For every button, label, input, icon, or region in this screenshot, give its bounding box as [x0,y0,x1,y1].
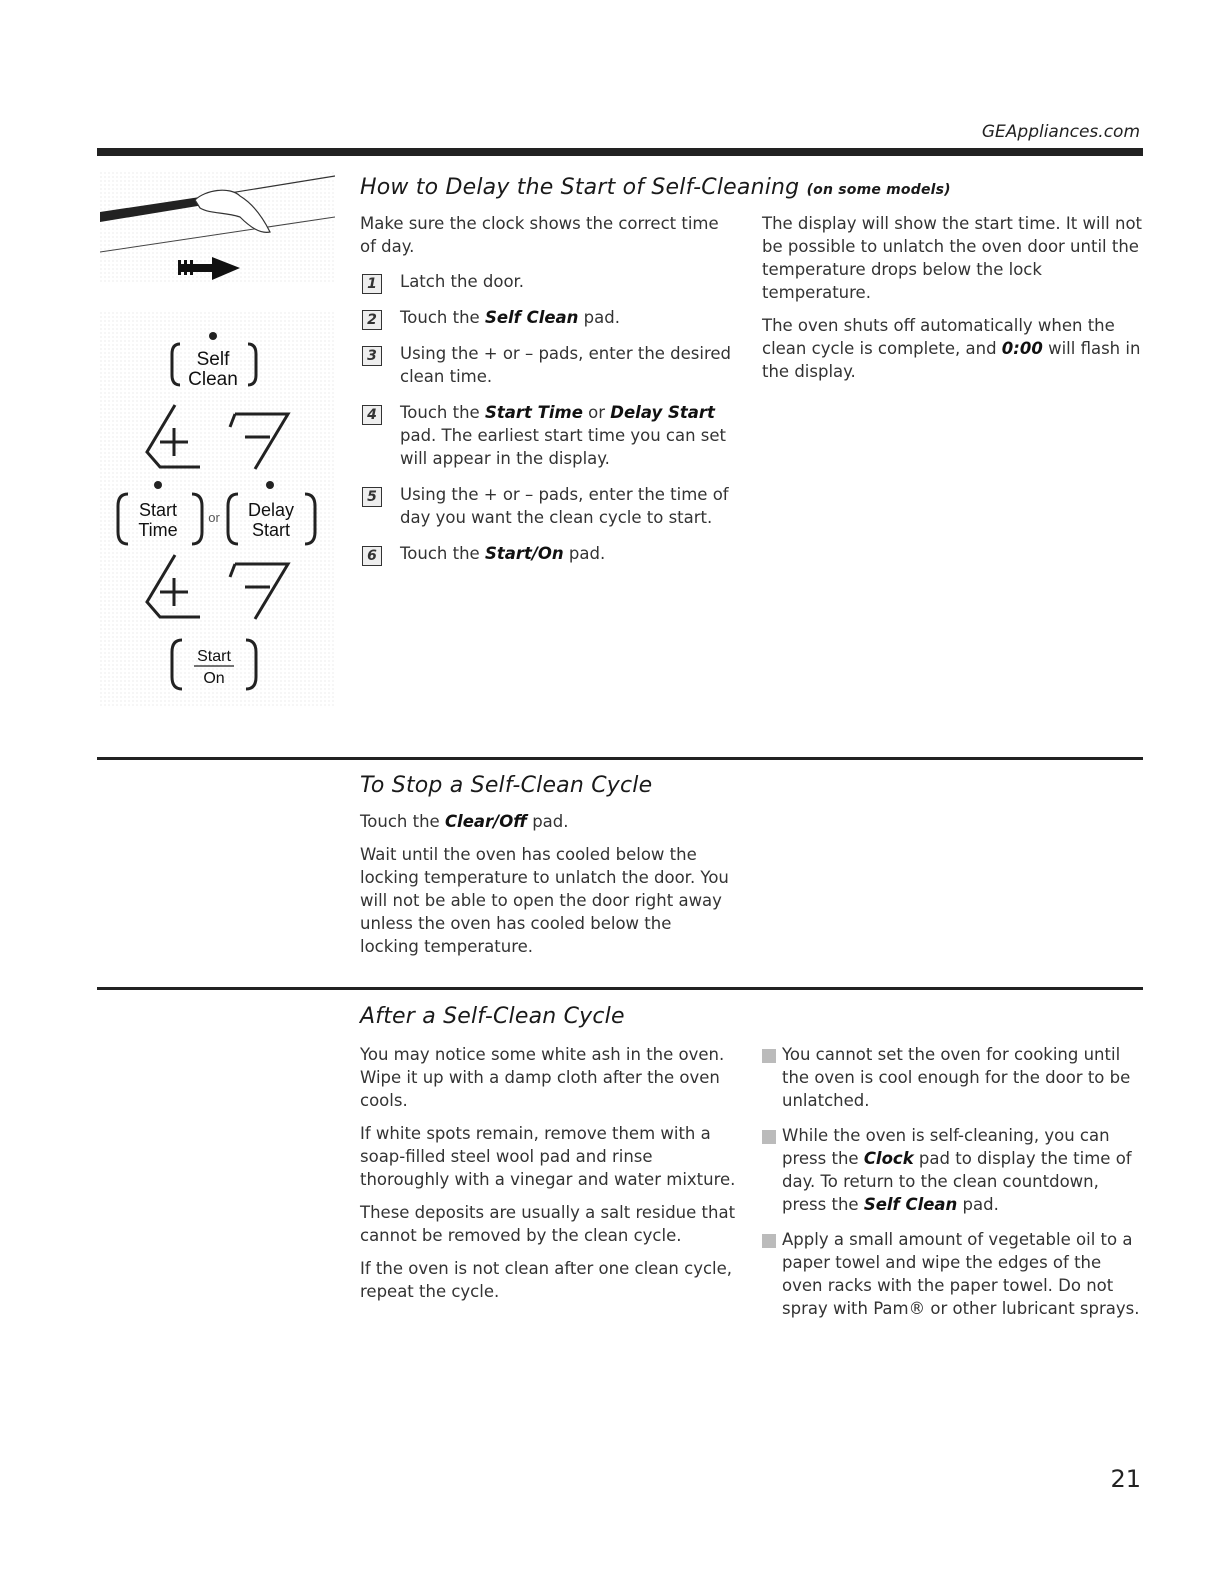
start-time-key: Start Time [484,403,583,422]
start-on-key: Start/On [484,544,564,563]
after-bullet-3: Apply a small amount of vegetable oil to a paper towel and wipe the edges of the oven racks with the paper towel. Do not spray with Pam® or other lubricant sprays. [760,1228,1144,1320]
control-panel-svg [100,172,335,707]
start-time-line1: Start [138,500,178,520]
step-2: 2 Touch the Self Clean pad. [360,306,735,329]
delay-intro: Make sure the clock shows the correct time of day. [360,214,719,256]
site-url: GEAppliances.com [981,122,1140,142]
step-6: 6 Touch the Start/On pad. [360,542,735,565]
after-section-title-row [360,1004,1120,1029]
self-clean-key-2: Self Clean [863,1195,958,1214]
after-p2: If white spots remain, remove them with a soap-filled steel wool pad and rinse thoroughly with a vinegar and water mixture. [360,1124,736,1189]
after-p3: These deposits are usually a salt residue that cannot be removed by the clean cycle. [360,1203,736,1245]
delay-section-title-row [360,175,1140,200]
bullet-square-icon [762,1130,776,1144]
delay-right-p1: The display will show the start time. It will not be possible to unlatch the oven door until the temperature drops below the lock temperature. [762,214,1143,302]
delay-start-line2: Start [251,520,291,540]
step-number-4: 4 [362,405,382,425]
after-bullet-2: While the oven is self-cleaning, you can press the Clock pad to display the time of day. To return to the clean countdown, press the Self Clean pad. [760,1124,1144,1216]
step-number-3: 3 [362,346,382,366]
or-label: or [208,510,220,525]
delay-title-note: (on some models) [806,182,951,198]
after-p4: If the oven is not clean after one clean cycle, repeat the cycle. [360,1259,733,1301]
step-number-5: 5 [362,487,382,507]
step-4: 4 Touch the Start Time or Delay Start pad. The earliest start time you can set will appear in the display. [360,401,735,470]
self-label-line2: Clean [188,369,238,390]
stop-section [360,773,730,968]
section-divider-2 [97,987,1143,990]
top-divider [97,148,1143,156]
step-number-6: 6 [362,546,382,566]
after-bullet-1: You cannot set the oven for cooking until the oven is cool enough for the door to be unlatched. [760,1043,1144,1112]
clock-key: Clock [863,1149,914,1168]
start-time-line2: Time [138,520,178,540]
delay-right-column [762,212,1144,393]
stop-p1: Touch the Clear/Off pad. [360,812,569,831]
zero-time-key: 0:00 [1001,339,1043,358]
control-panel-illustration [100,172,335,707]
stop-section-title: To Stop a Self-Clean Cycle [360,773,653,798]
start-on-line1: Start [197,648,231,665]
section-divider-1 [97,757,1143,760]
delay-start-key: Delay Start [610,403,715,422]
step-3: 3 Using the + or – pads, enter the desired clean time. [360,342,735,388]
step-5: 5 Using the + or – pads, enter the time of day you want the clean cycle to start. [360,483,735,529]
step-number-2: 2 [362,310,382,330]
clear-off-key: Clear/Off [444,812,527,831]
delay-start-line1: Delay [247,500,295,520]
stop-p2: Wait until the oven has cooled below the locking temperature to unlatch the door. You will not be able to open the door right away unless the oven has cooled below the locking temperature. [360,845,729,956]
bullet-square-icon [762,1049,776,1063]
page-number: 21 [1110,1465,1141,1493]
bullet-square-icon [762,1234,776,1248]
after-right-column [760,1043,1144,1332]
step-1: 1 Latch the door. [360,270,735,293]
after-p1: You may notice some white ash in the oven. Wipe it up with a damp cloth after the oven cools. [360,1045,725,1110]
delay-left-column [360,212,735,578]
delay-right-p2: The oven shuts off automatically when the clean cycle is complete, and 0:00 will flash in the display. [762,316,1141,381]
after-left-column [360,1043,740,1313]
self-clean-key: Self Clean [484,308,579,327]
step-number-1: 1 [362,274,382,294]
delay-section-title: How to Delay the Start of Self-Cleaning (on some models) [360,175,951,200]
start-on-line2: On [203,670,225,687]
after-section-title: After a Self-Clean Cycle [360,1004,625,1029]
self-label-line1: Self [196,349,230,370]
